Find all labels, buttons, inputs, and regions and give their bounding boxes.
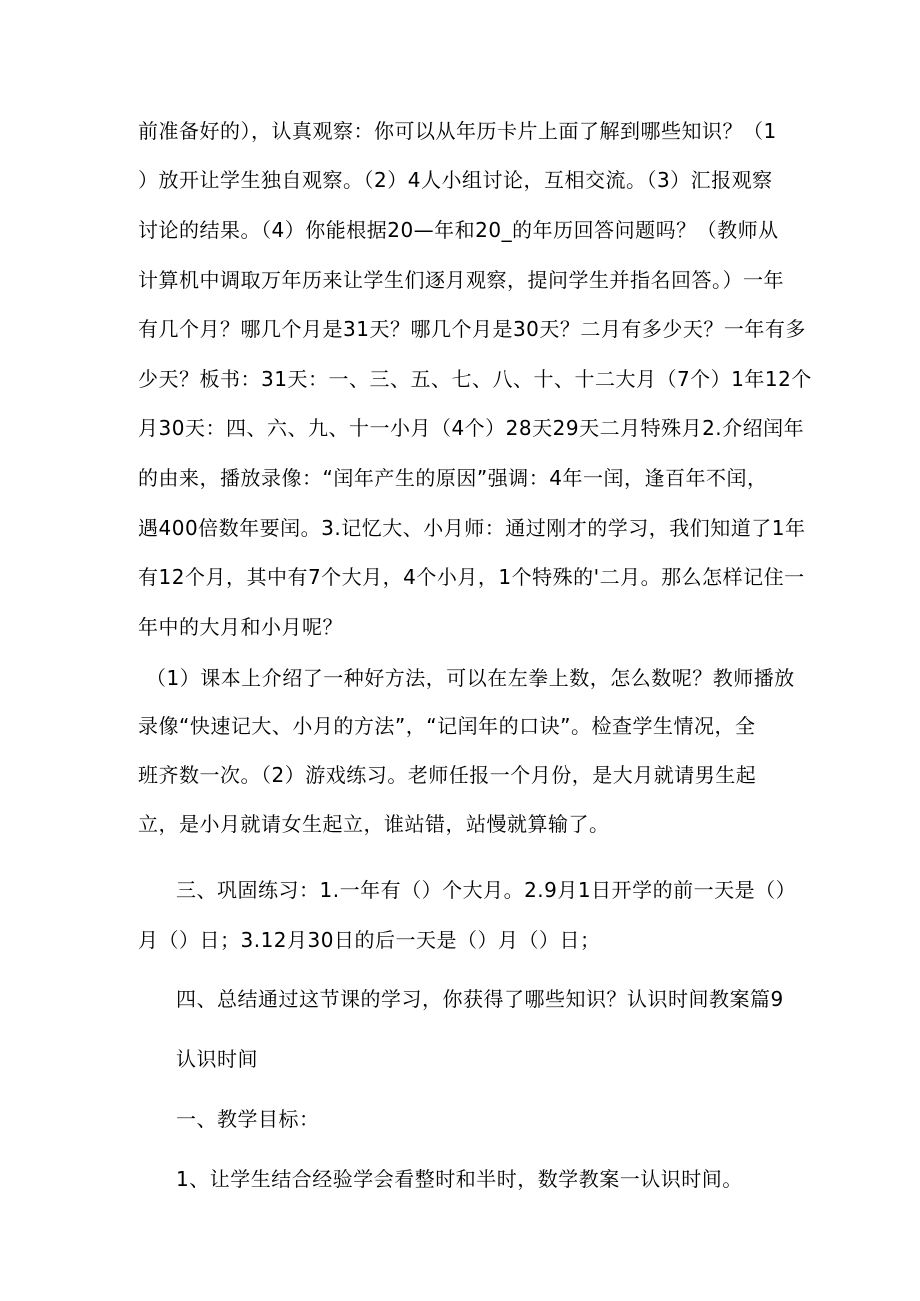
text-line: 四、总结通过这节课的学习，你获得了哪些知识？认识时间教案篇9 <box>176 987 784 1011</box>
text-line: 月（）日；3.12月30日的后一天是（）月（）日； <box>138 928 601 952</box>
text-line: 三、巩固练习：1.一年有（）个大月。2.9月1日开学的前一天是（） <box>176 878 797 902</box>
text-line: ）放开让学生独自观察。（2）4人小组讨论，互相交流。（3）汇报观察 <box>138 168 773 192</box>
text-line: 遇400倍数年要闰。3.记忆大、小月师：通过刚才的学习，我们知道了1年 <box>138 516 806 540</box>
text-line: 的由来，播放录像：“闰年产生的原因”强调：4年一闰，逢百年不闰， <box>138 466 768 490</box>
text-line: 1、让学生结合经验学会看整时和半时，数学教案一认识时间。 <box>176 1167 743 1191</box>
text-line: 月30天：四、六、九、十一小月（4个）28天29天二月特殊月2.介绍闰年 <box>138 416 805 440</box>
text-line: 讨论的结果。（4）你能根据20—年和20_的年历回答问题吗？（教师从 <box>138 218 779 242</box>
text-line: 录像“快速记大、小月的方法”，“记闰年的口诀”。检查学生情况，全 <box>138 714 756 738</box>
text-line: 年中的大月和小月呢？ <box>138 615 343 639</box>
text-line: 有12个月，其中有7个大月，4个小月，1个特殊的'二月。那么怎样记住一 <box>138 565 805 589</box>
text-line: 少天？板书：31天：一、三、五、七、八、十、十二大月（7个）1年12个 <box>138 367 812 391</box>
text-line: 计算机中调取万年历来让学生们逐月观察，提问学生并指名回答。）一年 <box>138 268 784 292</box>
section-heading: 认识时间 <box>176 1047 258 1071</box>
text-line: 立，是小月就请女生起立，谁站错，站慢就算输了。 <box>138 812 610 836</box>
section-heading: 一、教学目标： <box>176 1107 320 1131</box>
text-line: 前准备好的），认真观察：你可以从年历卡片上面了解到哪些知识？（1 <box>138 119 777 143</box>
text-line: 有几个月？哪几个月是31天？哪几个月是30天？二月有多少天？一年有多 <box>138 317 806 341</box>
text-line: 班齐数一次。（2）游戏练习。老师任报一个月份，是大月就请男生起 <box>138 763 757 787</box>
text-line: （1）课本上介绍了一种好方法，可以在左拳上数，怎么数呢？教师播放 <box>146 666 795 690</box>
